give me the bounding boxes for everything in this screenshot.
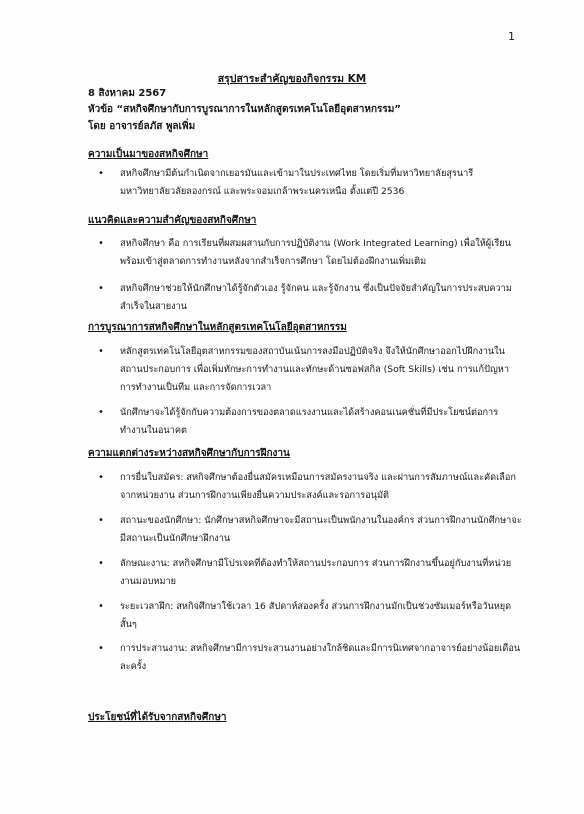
bullet-item: • นักศึกษาจะได้รู้จักกับความต้องการของตลาดแรงงานและได้สร้างคอนเนคชั่นที่มีประโยชน์ต่อการทำงานในอนาคต	[120, 404, 525, 440]
bullet-item: • สหกิจศึกษาช่วยให้นักศึกษาได้รู้จักตัวเอง รู้จักคน และรู้จักงาน ซึ่งเป็นปัจจัยสำคัญในการประสบความสำเร็จในสายงาน	[120, 280, 525, 316]
author-line: โดย อาจารย์ลภัส พูลเพิ่ม	[88, 121, 196, 132]
bullet-item: • การประสานงาน: สหกิจศึกษามีการประสานงานอย่างใกล้ชิดและมีการนิเทศจากอาจารย์อย่างน้อยเดือนละครั้ง	[120, 640, 525, 676]
bullet-item: • สหกิจศึกษา คือ การเรียนที่ผสมผสานกับการปฏิบัติงาน (Work Integrated Learning) เพื่อให้ผู้เรียนพร้อมเข้าสู่ตลาดการทำงานหลังจากสำเร็จการศึกษา โดยไม่ต้องฝึกงานเพิ่มเติม	[120, 235, 525, 271]
meeting-date: 8 สิงหาคม 2567	[88, 88, 167, 99]
section-heading-background: ความเป็นมาของสหกิจศึกษา	[88, 149, 209, 160]
section-heading-benefits: ประโยชน์ที่ได้รับจากสหกิจศึกษา	[88, 712, 227, 723]
section-heading-differences: ความแตกต่างระหว่างสหกิจศึกษากับการฝึกงาน	[88, 448, 290, 459]
section-heading-concept: แนวคิดและความสำคัญของสหกิจศึกษา	[88, 215, 257, 226]
bullet-item: • ลักษณะงาน: สหกิจศึกษามีโปรเจคที่ต้องทำให้สถานประกอบการ ส่วนการฝึกงานขึ้นอยู่กับงานที่หน่วยงานมอบหมาย	[120, 555, 525, 591]
section-heading-integration: การบูรณาการสหกิจศึกษาในหลักสูตรเทคโนโลยีอุตสาหกรรม	[88, 322, 347, 333]
bullet-item: • การยื่นใบสมัคร: สหกิจศึกษาต้องยื่นสมัครเหมือนการสมัครงานจริง และผ่านการสัมภาษณ์และคัดเลือกจากหน่วยงาน ส่วนการฝึกงานเพียงยื่นความประสงค์และรอการอนุมัติ	[120, 469, 525, 505]
bullet-item: • หลักสูตรเทคโนโลยีอุตสาหกรรมของสถาบันเน้นการลงมือปฏิบัติจริง จึงให้นักศึกษาออกไปฝึกงานในสถานประกอบการ เพื่อเพิ่มทักษะการทำงานและทักษะด้านซอฟสกิล (Soft Skills) เช่น การแก้ปัญหา การทำงานเป็นทีม และการจัดการเวลา	[120, 343, 525, 397]
page-number: 1	[508, 30, 515, 43]
bullet-item: • สหกิจศึกษามีต้นกำเนิดจากเยอรมันและเข้ามาในประเทศไทย โดยเริ่มที่มหาวิทยาลัยสุรนารี มหาวิทยาลัยวลัยลองกรณ์ และพระจอมเกล้าพระนครเหนือ ตั้งแต่ปี 2536	[120, 165, 525, 201]
topic-line: หัวข้อ “สหกิจศึกษากับการบูรณาการในหลักสูตรเทคโนโลยีอุตสาหกรรม”	[88, 104, 401, 115]
bullet-item: • ระยะเวลาฝึก: สหกิจศึกษาใช้เวลา 16 สัปดาห์สองครั้ง ส่วนการฝึกงานมักเป็นช่วงซัมเมอร์หรือวันหยุดสั้นๆ	[120, 598, 525, 634]
document-title: สรุปสาระสำคัญของกิจกรรม KM	[217, 73, 367, 85]
bullet-item: • สถานะของนักศึกษา: นักศึกษาสหกิจศึกษาจะมีสถานะเป็นพนักงานในองค์กร ส่วนการฝึกงานนักศึกษาจะมีสถานะเป็นนักศึกษาฝึกงาน	[120, 512, 525, 548]
